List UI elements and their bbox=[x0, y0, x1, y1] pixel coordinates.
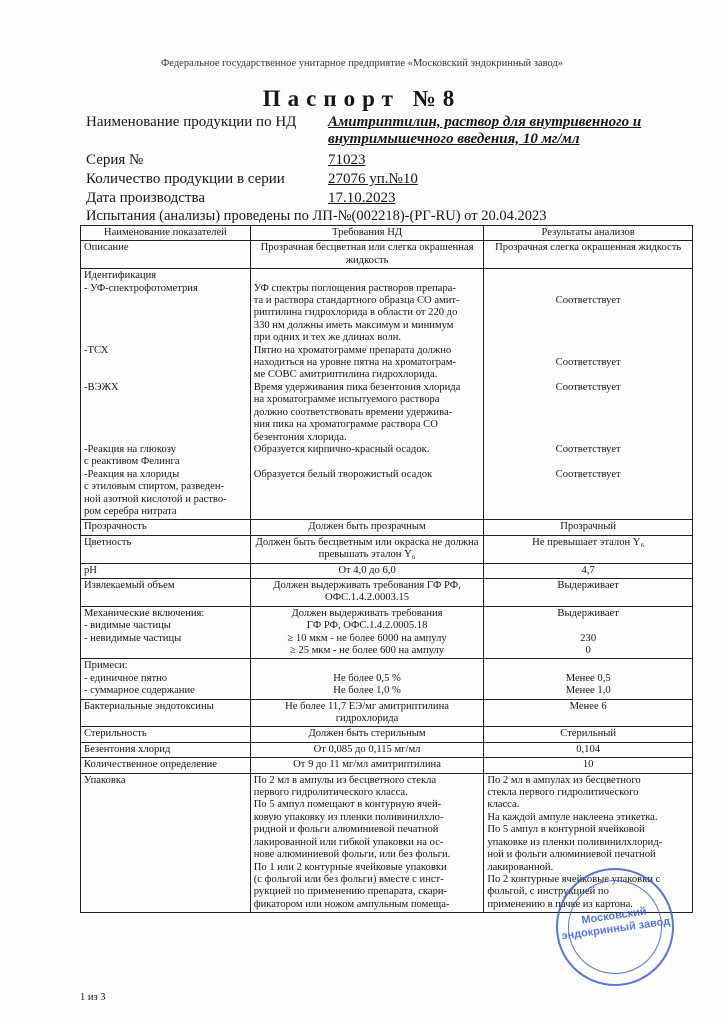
product-row bbox=[86, 114, 706, 150]
page-number: 1 из 3 bbox=[80, 992, 106, 1003]
indicator-cell: Описание bbox=[81, 241, 251, 269]
date-row bbox=[86, 190, 486, 208]
indicator-cell: Примеси: - единичное пятно - суммарное содержание bbox=[81, 659, 251, 699]
requirement-cell: По 2 мл в ампулы из бесцветного стекла первого гидролитического класса. По 5 ампул помещают в контурную ячей- ковую упаковку из пленки поливинилхло- ридной и фольги алюминиевой печатной лакированной или гибкой упаковки на ос- нове алюминиевой фольги, или без фольги. По 1 или 2 контурные ячейковые упаковки (с фольгой или без фольги) вместе с инст- рукцией по применению препарата, скари- фикатором или ножом ампульным помеща- bbox=[250, 773, 484, 912]
requirement-cell: Должен выдерживать требования ГФ РФ, ОФС.1.4.2.0003.15 bbox=[250, 578, 484, 606]
requirement-cell: Должен быть бесцветным или окраска не должна превышать эталон Y₆ bbox=[250, 535, 484, 563]
quantity-row bbox=[86, 171, 486, 189]
result-cell: По 2 мл в ампулах из бесцветного стекла первого гидролитического класса. На каждой ампуле наклеена этикетка. По 5 ампул в контурной ячейковой упаковке из пленки поливинилхлорид- ной и фольги алюминиевой печатной лакированной. По 2 контурные ячейковые упаковки с фольгой, с инструкцией по применению в пачке из картона. bbox=[484, 773, 693, 912]
requirement-cell: От 4,0 до 6,0 bbox=[250, 563, 484, 578]
indicator-cell: Прозрачность bbox=[81, 520, 251, 535]
indicator-cell: Количественное определение bbox=[81, 758, 251, 773]
table-row bbox=[81, 241, 693, 269]
indicator-cell: Стерильность bbox=[81, 727, 251, 742]
result-cell: Выдерживает bbox=[484, 578, 693, 606]
table-row bbox=[81, 606, 693, 659]
table-row bbox=[81, 699, 693, 727]
column-header: Требования НД bbox=[250, 226, 484, 241]
table-row bbox=[81, 520, 693, 535]
date-label: Дата производства bbox=[86, 190, 206, 206]
result-cell: Выдерживает 230 0 bbox=[484, 606, 693, 659]
result-cell: 4,7 bbox=[484, 563, 693, 578]
indicator-cell: Извлекаемый объем bbox=[81, 578, 251, 606]
indicator-cell: Бактериальные эндотоксины bbox=[81, 699, 251, 727]
table-row bbox=[81, 727, 693, 742]
result-cell: Не превышает эталон Y₆ bbox=[484, 535, 693, 563]
table-row bbox=[81, 563, 693, 578]
requirement-cell: От 9 до 11 мг/мл амитриптилина bbox=[250, 758, 484, 773]
result-cell: Соответствует Соответствует Соответствует Соответствует Соответствует bbox=[484, 269, 693, 520]
result-cell: Прозрачная слегка окрашенная жидкость bbox=[484, 241, 693, 269]
quantity-value: 27076 уп.№10 bbox=[328, 171, 418, 187]
table-row bbox=[81, 659, 693, 699]
result-cell: 0,104 bbox=[484, 742, 693, 757]
indicator-cell: Цветность bbox=[81, 535, 251, 563]
requirement-cell: Должен быть стерильным bbox=[250, 727, 484, 742]
requirement-cell: От 0,085 до 0,115 мг/мл bbox=[250, 742, 484, 757]
result-cell: Стерильный bbox=[484, 727, 693, 742]
requirement-cell: Не более 11,7 ЕЭ/мг амитриптилина гидрохлорида bbox=[250, 699, 484, 727]
table-row bbox=[81, 578, 693, 606]
indicator-cell: Безентония хлорид bbox=[81, 742, 251, 757]
column-header: Результаты анализов bbox=[484, 226, 693, 241]
requirement-cell: Должен выдерживать требования ГФ РФ, ОФС.1.4.2.0005.18 ≥ 10 мкм - не более 6000 на ампулу ≥ 25 мкм - не более 600 на ампулу bbox=[250, 606, 484, 659]
indicator-cell: Идентификация - УФ-спектрофотометрия -ТСХ -ВЭЖХ -Реакция на глюкозу с реактивом Фелинга -Реакция на хлориды с этиловым спиртом, разведен- ной азотной кислотой и раство- ром серебра нитрата bbox=[81, 269, 251, 520]
table-row bbox=[81, 269, 693, 520]
result-cell: Прозрачный bbox=[484, 520, 693, 535]
requirement-cell: Должен быть прозрачным bbox=[250, 520, 484, 535]
table-row bbox=[81, 758, 693, 773]
tests-line: Испытания (анализы) проведены по ЛП-№(002218)-(РГ-RU) от 20.04.2023 bbox=[86, 208, 547, 224]
specification-table bbox=[80, 225, 693, 913]
stamp-text: Московский эндокринный завод bbox=[560, 905, 671, 943]
series-row bbox=[86, 152, 486, 170]
product-label: Наименование продукции по НД bbox=[86, 114, 297, 130]
quantity-label: Количество продукции в серии bbox=[86, 171, 285, 187]
table-row bbox=[81, 535, 693, 563]
organization-name: Федеральное государственное унитарное предприятие «Московский эндокринный завод» bbox=[161, 58, 563, 69]
column-header: Наименование показателей bbox=[81, 226, 251, 241]
result-cell: Менее 6 bbox=[484, 699, 693, 727]
table-row bbox=[81, 742, 693, 757]
series-label: Серия № bbox=[86, 152, 144, 168]
product-value: Амитриптилин, раствор для внутривенного и внутримышечного введения, 10 мг/мл bbox=[328, 114, 642, 147]
series-value: 71023 bbox=[328, 152, 366, 168]
table-header-row bbox=[81, 226, 693, 241]
result-cell: Менее 0,5 Менее 1,0 bbox=[484, 659, 693, 699]
requirement-cell: Не более 0,5 % Не более 1,0 % bbox=[250, 659, 484, 699]
indicator-cell: Механические включения: - видимые частицы - невидимые частицы bbox=[81, 606, 251, 659]
company-stamp bbox=[556, 868, 674, 986]
requirement-cell: Прозрачная бесцветная или слегка окрашенная жидкость bbox=[250, 241, 484, 269]
requirement-cell: УФ спектры поглощения растворов препара- та и раствора стандартного образца СО амит- риптилина гидрохлорида в области от 220 до 330 нм должны иметь максимум и минимум при одних и тех же длинах волн. Пятно на хроматограмме препарата должно находиться на уровне пятна на хроматограм- ме СОВС амитриптилина гидрохлорида. Время удерживания пика безентония хлорида на хроматограмме испытуемого раствора должно соответствовать времени удержива- ния пика на хроматограмме раствора СО безентония хлорида. Образуется кирпично-красный осадок. Образуется белый творожистый осадок bbox=[250, 269, 484, 520]
indicator-cell: pH bbox=[81, 563, 251, 578]
document-title: Паспорт №8 bbox=[262, 86, 462, 111]
date-value: 17.10.2023 bbox=[328, 190, 396, 206]
result-cell: 10 bbox=[484, 758, 693, 773]
indicator-cell: Упаковка bbox=[81, 773, 251, 912]
